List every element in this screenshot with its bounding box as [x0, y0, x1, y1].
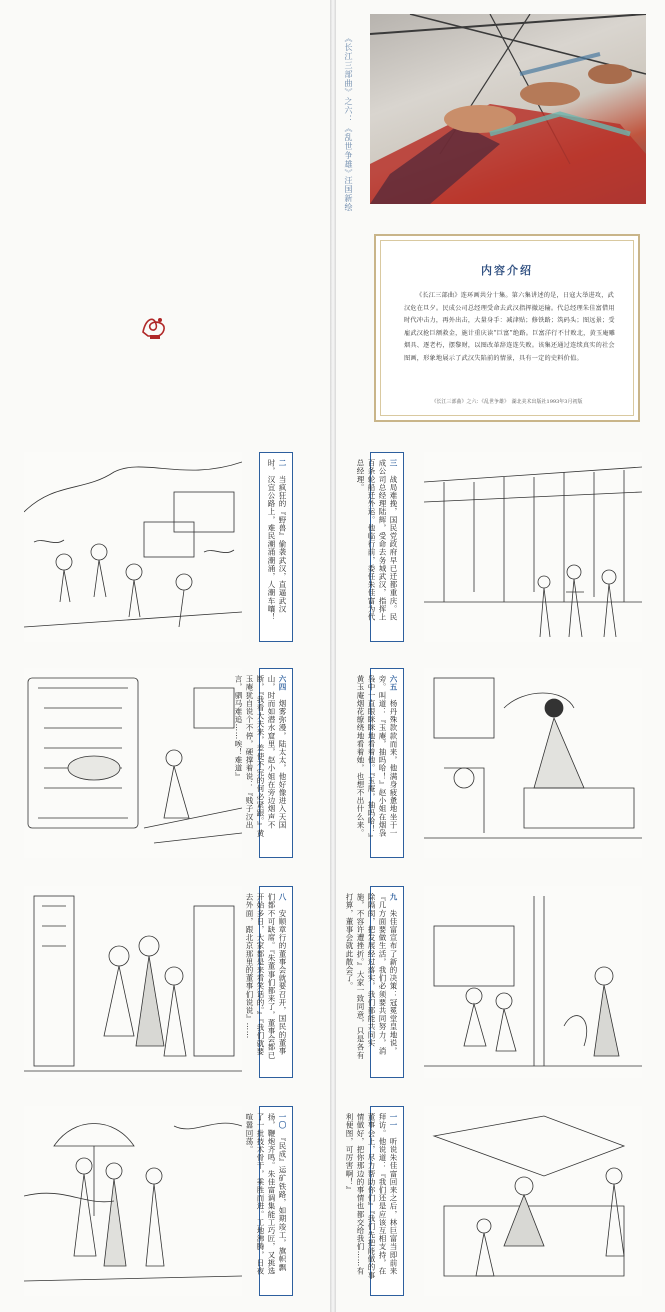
caption-text: 杨丹殊款款而来，他满身疲惫地坐于一旁。叫道：『玉庵，抽吗哈！』赵小姐在烟袅袅中一直眼眯眯地看着他。『玉庵，抽吗哈！』黄玉庵烟花缭绕地看着她，也想不出什么来。: [356, 675, 398, 842]
caption-number: 八: [278, 893, 287, 902]
caption-box-3: [356, 452, 404, 642]
caption-number: 三: [389, 459, 398, 468]
intro-title: 内容介绍: [481, 264, 533, 277]
series-credit: 《长江三部曲》之六：《乱世争雄》: [344, 34, 353, 178]
cover-painting: [370, 14, 646, 204]
caption-number: 一〇: [278, 1113, 287, 1130]
caption-number: 九: [389, 893, 398, 902]
caption-box-10: [245, 1106, 293, 1296]
intro-footer: 《长江三部曲》之六：《乱世争雄》 湖北美术出版社1993年3月初版: [431, 399, 583, 405]
caption-text: 烟雾弥漫，陆太太，他好像进入天国山，时而如潜水窟里，赵小姐在旁边烟声不断，『我看大夫来，差使不完的何必紧跟。』黄玉庵犹自说个不停，硬撑着说：『贱子汉出言，驷马难追……唉！难道』: [234, 675, 287, 838]
caption-box-9: [345, 886, 404, 1078]
illustration-panel-10: [24, 1106, 242, 1296]
caption-box-65: [356, 668, 404, 858]
red-seal-stamp-icon: [140, 314, 168, 340]
illustration-panel-65: [424, 668, 642, 858]
caption-box-11: [345, 1106, 404, 1296]
caption-text: 安顺章行的董事会就要召开，国民的董事们都不可缺席。『朱董事们都来了，董事会都已开始多日，大家都是来看笑话的。』『我们就要去外面，跟北京那里的董事们说说』……: [245, 893, 287, 1060]
caption-text: 『民成』运矿铁路，如期竣工，旗帜飘扬，鞭炮齐鸣。朱佳富调集能工巧匠，又挑选了一批技术骨干，乘胜而进。工地沸腾，日夜喧嚣回荡。: [245, 1113, 287, 1275]
caption-number: 二: [278, 459, 287, 468]
intro-body: 《长江三部曲》连环画共分十集。第六集讲述的是，日寇大举进攻，武汉危在旦夕。民成公司总经理受命去武汉指挥撤运输。代总经理朱佳富借用时代冲击力，再外出击，大量身手：减津贴；修铁路；筑码头；图远景；受雇武汉抢巨额救金，施计重庆读“巨富”绝路。巨富洋行不甘败北，黄玉庵雕烟具、逐老朽，摆黎财，以图改革辞连连失败。该集还通过连续真实的社会图画，形象地展示了武汉失陷前的情景，具有一定的史料价值。: [404, 292, 616, 362]
illustration-panel-8: [24, 886, 242, 1078]
caption-number: 六四: [278, 675, 287, 692]
caption-text: 当疯狂的『野兽』偷袭武汉，直逼武汉时，汉宜公路上，难民潮涌潮涌，人潮车嚷！: [267, 459, 287, 621]
caption-text: 朱佳富宣布了新的决策：冠冕堂皇地说，『几方面要做生活，我们必须要共同努力，消除隔阂，把发展经过落实，我们都能共同实施，不容许遭挫折。』大家一致同意，只是各有打算，董事会就此散会了。: [345, 893, 398, 1060]
caption-text: 战局难挽，国民党政府早已迁都重庆。民成公司总经理陆辉，受命去务城武汉，指挥上百条轮船迁外运。他临行前，委任朱佳富为代总经理。: [356, 459, 398, 622]
caption-box-8: [245, 886, 293, 1078]
illustration-panel-2: [24, 452, 242, 642]
book-spine: [330, 0, 336, 1312]
content-intro-box: [374, 234, 640, 422]
illustration-panel-64: [24, 668, 242, 858]
illustration-panel-9: [424, 886, 642, 1078]
caption-text: 听说朱佳富回来之后，林巨富当即前来拜访。他说道：『我们还是应该互相支持，在董事会上，尽力帮助你们』『我们先把能做的事情做好，把你那边的事情也都交给我们……有利便图，可厉害啊！』: [345, 1113, 398, 1280]
caption-box-64: [234, 668, 293, 858]
caption-box-2: [259, 452, 293, 642]
artist-credit: 汪国新绘: [344, 176, 353, 212]
illustration-panel-11: [424, 1106, 642, 1296]
caption-number: 一一: [389, 1113, 398, 1130]
illustration-panel-3: [424, 452, 642, 642]
caption-number: 六五: [389, 675, 398, 692]
